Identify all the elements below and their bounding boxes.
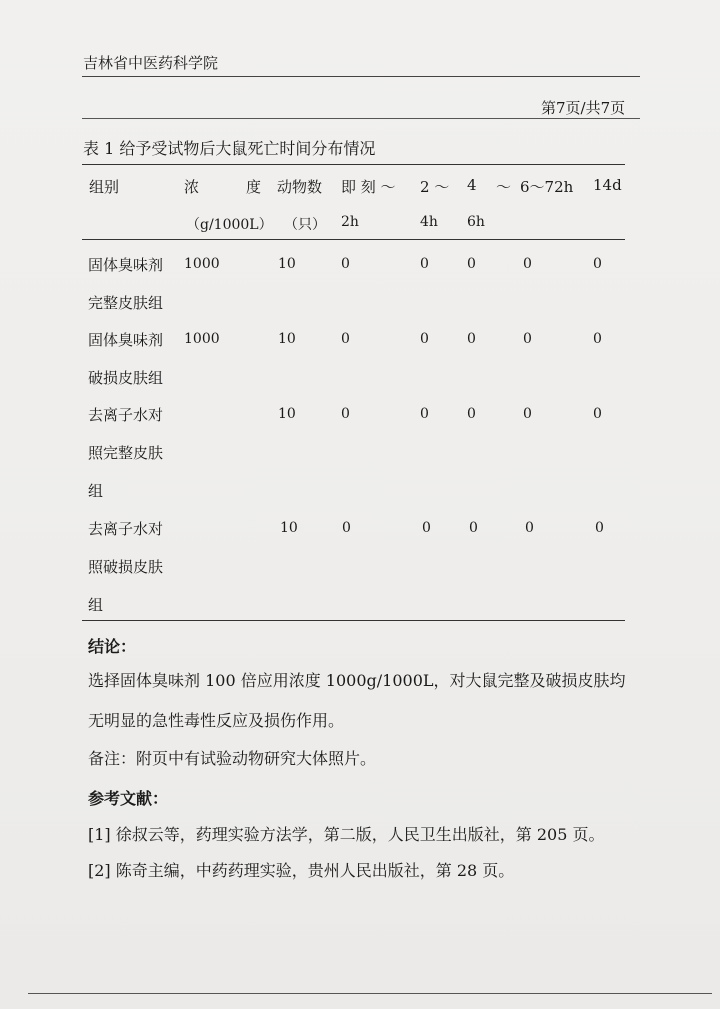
header-time-4h-tilde: ～: [496, 178, 512, 196]
row-group-line: 组: [88, 482, 104, 500]
organization-name: 吉林省中医药科学院: [83, 54, 219, 72]
table-bottom-rule: [82, 620, 625, 621]
row-t1: 0: [342, 520, 351, 536]
header-animals: 动物数: [277, 178, 323, 196]
row-animals: 10: [278, 406, 296, 422]
remark-note: 备注：附页中有试验动物研究大体照片。: [88, 749, 377, 768]
row-group-line: 固体臭味剂: [88, 331, 164, 349]
row-t2: 0: [422, 520, 431, 536]
row-t3: 0: [467, 256, 476, 272]
conclusion-heading: 结论：: [88, 637, 137, 656]
row-t5: 0: [593, 256, 602, 272]
row-group-line: 破损皮肤组: [88, 369, 164, 387]
conclusion-text-line: 无明显的急性毒性反应及损伤作用。: [88, 711, 345, 730]
row-t5: 0: [593, 406, 602, 422]
row-t4: 0: [525, 520, 534, 536]
row-animals: 10: [280, 520, 298, 536]
header-time-6-72h: 6～72h: [520, 178, 574, 196]
row-t1: 0: [341, 406, 350, 422]
header-concentration-unit: （g/1000L）: [186, 217, 273, 233]
row-group-line: 去离子水对: [88, 406, 164, 424]
row-t1: 0: [341, 256, 350, 272]
row-group-line: 组: [88, 596, 104, 614]
header-time-4h: 4: [467, 176, 477, 194]
row-group-line: 去离子水对: [88, 520, 164, 538]
table-top-rule: [82, 164, 625, 165]
header-time-2h: 2 ～: [420, 178, 450, 196]
reference-item: [2] 陈奇主编，中药药理实验，贵州人民出版社，第 28 页。: [88, 861, 515, 880]
row-animals: 10: [278, 331, 296, 347]
row-t1: 0: [341, 331, 350, 347]
row-t4: 0: [523, 256, 532, 272]
reference-item: [1] 徐叔云等，药理实验方法学，第二版，人民卫生出版社，第 205 页。: [88, 825, 605, 844]
header-concentration-2: 度: [246, 178, 262, 196]
conclusion-text-line: 选择固体臭味剂 100 倍应用浓度 1000g/1000L，对大鼠完整及破损皮肤均: [88, 671, 626, 690]
row-group-line: 照完整皮肤: [88, 444, 164, 462]
row-t2: 0: [420, 406, 429, 422]
header-time-immediate: 即 刻 ～: [341, 178, 396, 196]
row-t2: 0: [420, 331, 429, 347]
header-time-2h-end: 4h: [420, 214, 438, 230]
row-t2: 0: [420, 256, 429, 272]
header-rule: [82, 76, 640, 77]
header-time-4h-end: 6h: [467, 214, 485, 230]
row-group-line: 固体臭味剂: [88, 256, 164, 274]
row-concentration: 1000: [184, 256, 220, 272]
header-animals-unit: （只）: [284, 217, 326, 233]
header-concentration-1: 浓: [184, 178, 200, 196]
page-indicator: 第7页/共7页: [541, 99, 626, 117]
row-concentration: 1000: [184, 331, 220, 347]
table-title: 表 1 给予受试物后大鼠死亡时间分布情况: [83, 139, 376, 158]
header-rule-secondary: [82, 118, 640, 119]
row-group-line: 完整皮肤组: [88, 294, 164, 312]
row-t3: 0: [467, 406, 476, 422]
row-t3: 0: [469, 520, 478, 536]
row-animals: 10: [278, 256, 296, 272]
row-group-line: 照破损皮肤: [88, 558, 164, 576]
table-header-rule: [82, 239, 625, 240]
row-t5: 0: [593, 331, 602, 347]
references-heading: 参考文献：: [88, 789, 169, 808]
footer-rule: [28, 993, 712, 994]
row-t4: 0: [523, 331, 532, 347]
header-time-14d: 14d: [593, 176, 622, 194]
header-group: 组别: [89, 178, 120, 196]
row-t5: 0: [595, 520, 604, 536]
row-t4: 0: [523, 406, 532, 422]
row-t3: 0: [467, 331, 476, 347]
header-time-immediate-end: 2h: [341, 214, 359, 230]
